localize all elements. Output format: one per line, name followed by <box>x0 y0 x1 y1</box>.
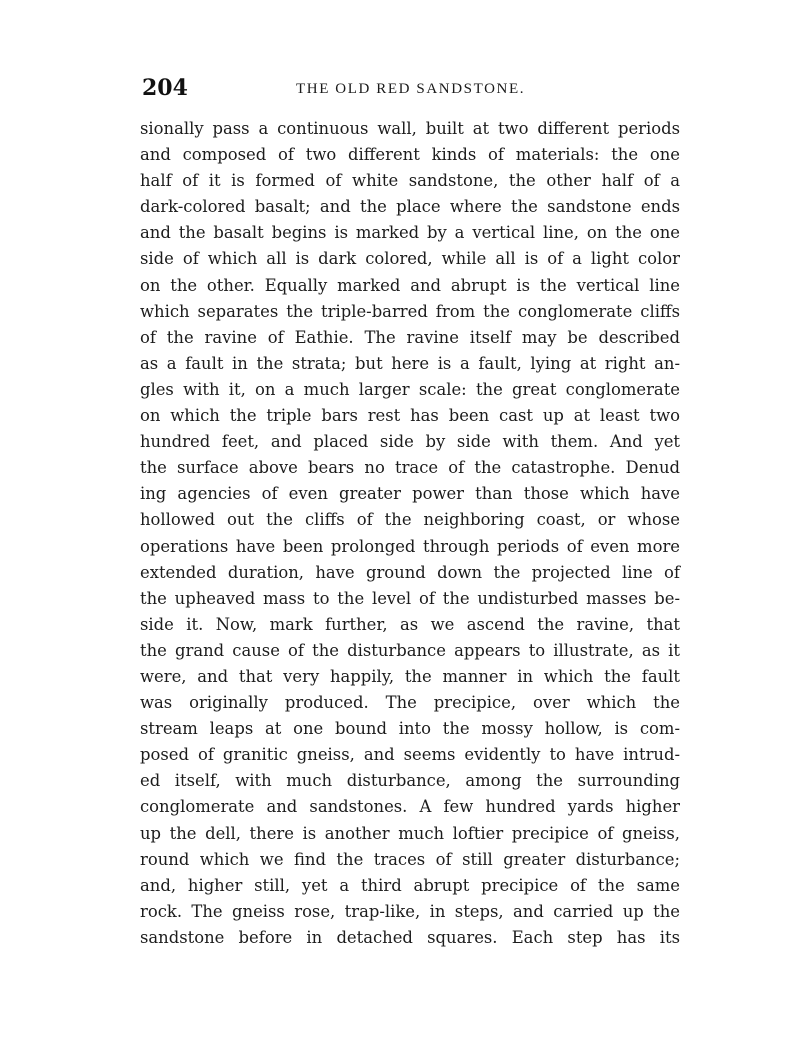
text-line: rock. The gneiss rose, trap-like, in steps, and carried up the <box>140 901 680 921</box>
text-line: sionally pass a continuous wall, built at two different periods <box>140 119 680 138</box>
text-line: posed of granitic gneiss, and seems evidently to have intrud- <box>140 745 680 765</box>
page-number: 204 <box>142 75 188 101</box>
text-line: ing agencies of even greater power than those which have <box>140 484 680 504</box>
text-line: and, higher still, yet a third abrupt precipice of the same <box>140 875 680 895</box>
text-line: on which the triple bars rest has been cast up at least two <box>140 406 680 426</box>
text-line: the grand cause of the disturbance appears to illustrate, as it <box>140 640 680 660</box>
text-line: up the dell, there is another much loftier precipice of gneiss, <box>140 823 680 843</box>
text-line: side it. Now, mark further, as we ascend the ravine, that <box>140 614 680 634</box>
text-line: extended duration, have ground down the projected line of <box>140 562 680 582</box>
text-line: round which we find the traces of still greater disturbance; <box>140 849 680 869</box>
text-line: gles with it, on a much larger scale: the great conglomerate <box>140 379 680 399</box>
text-line: which separates the triple-barred from the conglomerate cliffs <box>140 301 680 321</box>
text-line: conglomerate and sandstones. A few hundred yards higher <box>140 797 680 817</box>
text-line: and composed of two different kinds of materials: the one <box>140 145 680 165</box>
text-line: on the other. Equally marked and abrupt is the vertical line <box>140 275 680 295</box>
running-head <box>134 74 674 102</box>
text-line: the upheaved mass to the level of the undisturbed masses be- <box>140 588 680 608</box>
text-line: sandstone before in detached squares. Each step has its <box>140 927 680 947</box>
text-line: hundred feet, and placed side by side with them. And yet <box>140 432 680 452</box>
text-line: stream leaps at one bound into the mossy hollow, is com- <box>140 719 680 739</box>
text-line: and the basalt begins is marked by a vertical line, on the one <box>140 223 680 243</box>
text-line: ed itself, with much disturbance, among the surrounding <box>140 771 680 791</box>
text-line: the surface above bears no trace of the catastrophe. Denud <box>140 458 680 478</box>
book-title: THE OLD RED SANDSTONE. <box>296 81 526 97</box>
text-line: were, and that very happily, the manner in which the fault <box>140 666 680 686</box>
text-line: of the ravine of Eathie. The ravine itself may be described <box>140 327 680 347</box>
text-line: side of which all is dark colored, while all is of a light color <box>140 249 680 269</box>
text-line: operations have been prolonged through periods of even more <box>140 536 680 556</box>
text-line: hollowed out the cliffs of the neighboring coast, or whose <box>140 510 680 530</box>
text-line: as a fault in the strata; but here is a fault, lying at right an- <box>140 353 680 373</box>
text-line: dark-colored basalt; and the place where the sandstone ends <box>140 197 680 217</box>
text-line: was originally produced. The precipice, over which the <box>140 693 680 713</box>
body-text <box>140 116 680 951</box>
text-line: half of it is formed of white sandstone, the other half of a <box>140 171 680 191</box>
